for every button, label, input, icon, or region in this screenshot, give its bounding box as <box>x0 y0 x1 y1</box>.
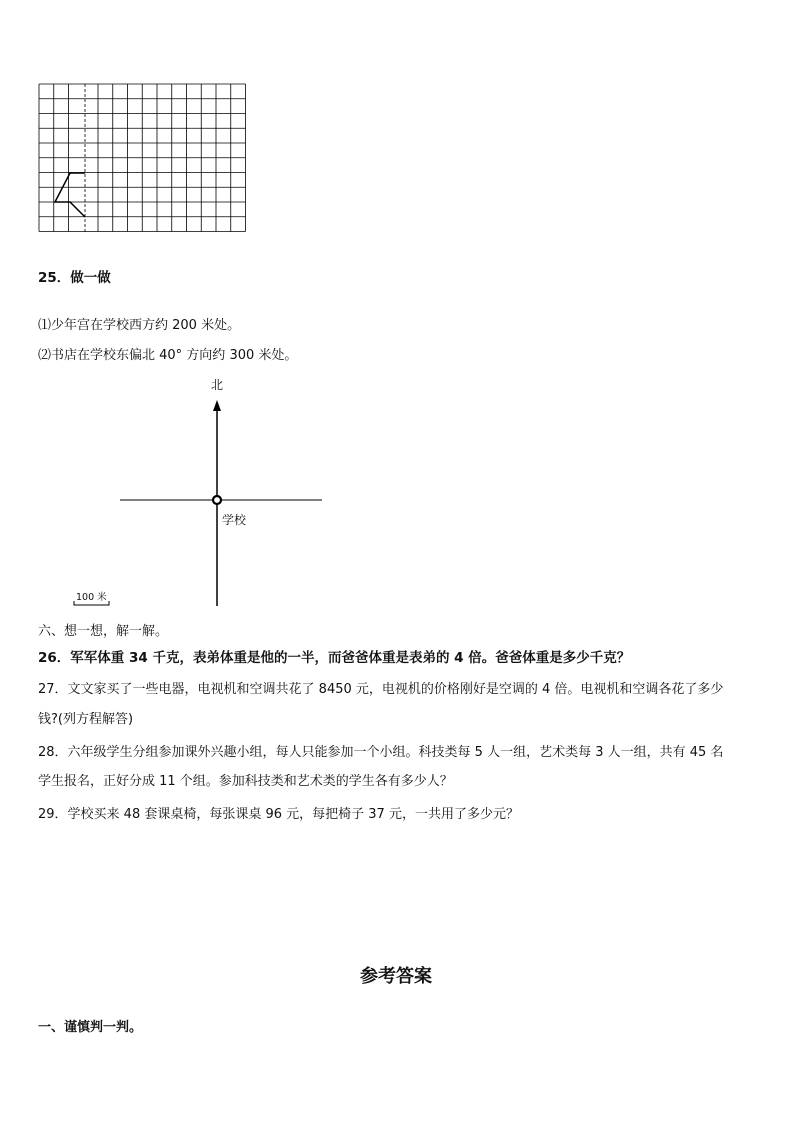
school-label: 学校 <box>222 513 247 527</box>
north-arrow-icon <box>213 400 221 411</box>
q25-item-2: ⑵书店在学校东偏北 40° 方向约 300 米处。 <box>38 348 298 363</box>
q25-item-1: ⑴少年宫在学校西方约 200 米处。 <box>38 318 241 333</box>
school-point <box>213 496 221 504</box>
q27-line-1: 27．文文家买了一些电器，电视机和空调共花了 8450 元，电视机的价格刚好是空调的 4 倍。电视机和空调各花了多少 <box>38 682 724 697</box>
q29-text: 29．学校买来 48 套课桌椅，每张课桌 96 元，每把椅子 37 元，一共用了多少元？ <box>38 807 519 822</box>
section-6-heading: 六、想一想，解一解。 <box>38 624 169 639</box>
q28-line-2: 学生报名，正好分成 11 个组。参加科技类和艺术类的学生各有多少人？ <box>38 774 453 789</box>
q26-text: 26．军军体重 34 千克，表弟体重是他的一半，而爸爸体重是表弟的 4 倍。爸爸体重是多少千克？ <box>38 650 631 666</box>
scale-label: 100 米 <box>76 592 107 603</box>
north-label: 北 <box>211 378 224 392</box>
q25-heading: 25．做一做 <box>38 270 111 286</box>
section-1-heading: 一、谨慎判一判。 <box>38 1020 143 1035</box>
answers-title: 参考答案 <box>360 966 432 987</box>
q27-line-2: 钱?(列方程解答) <box>38 712 134 727</box>
q28-line-1: 28．六年级学生分组参加课外兴趣小组，每人只能参加一个小组。科技类每 5 人一组，艺术类每 3 人一组，共有 45 名 <box>38 745 724 760</box>
